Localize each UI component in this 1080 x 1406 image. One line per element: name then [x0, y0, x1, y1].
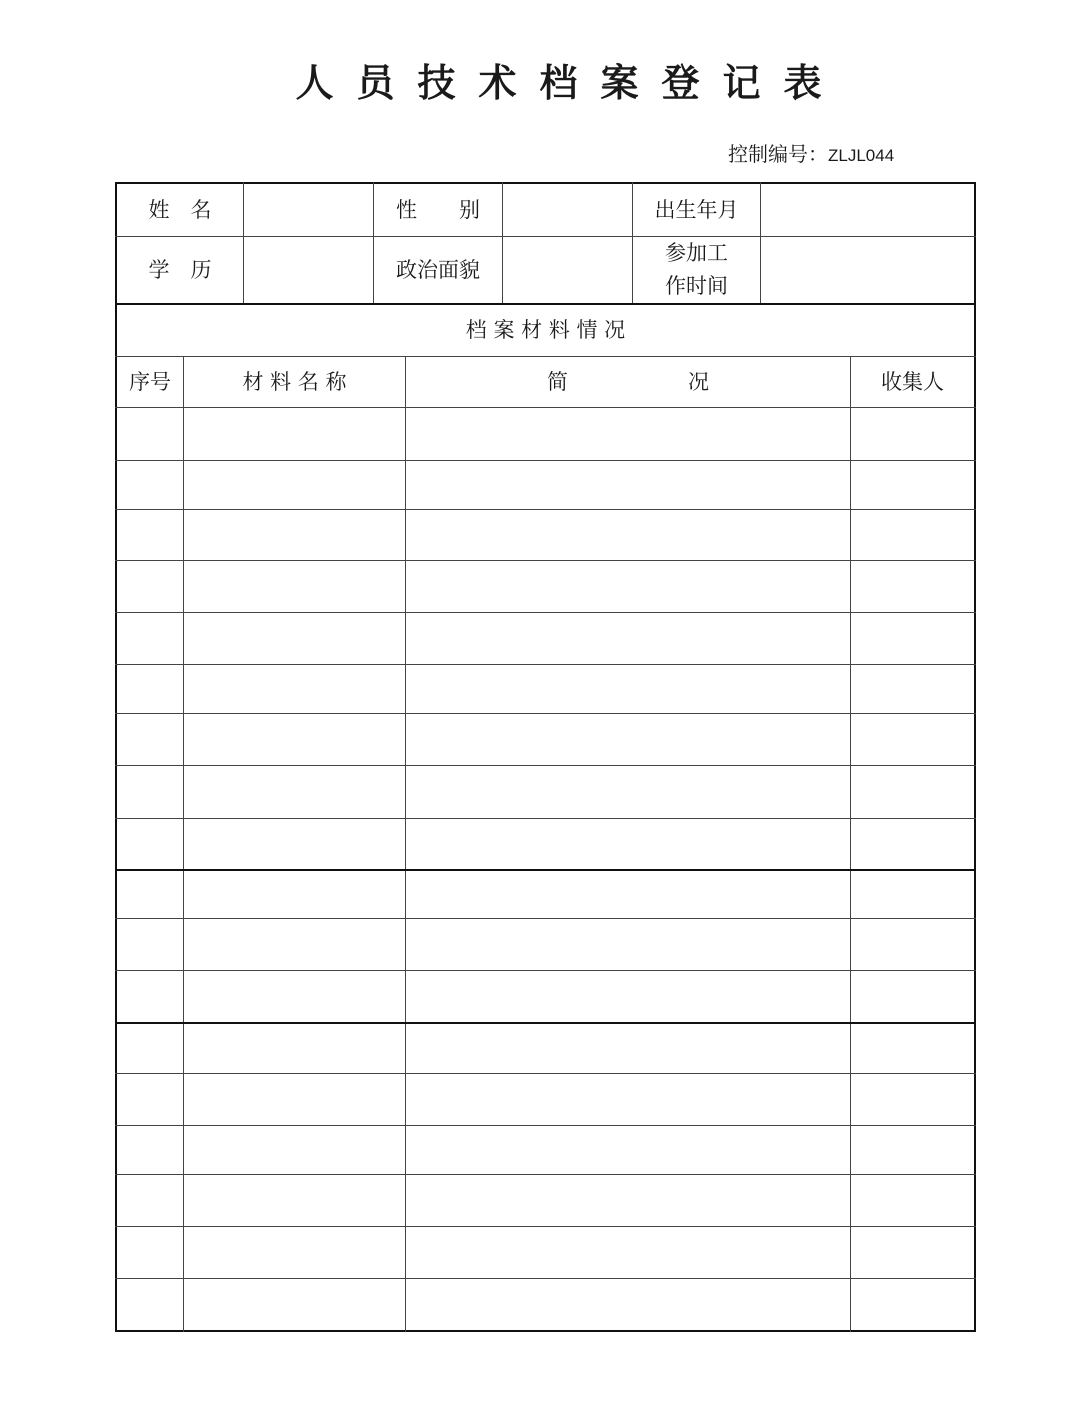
table-row[interactable]	[117, 714, 974, 765]
political-status-field[interactable]	[503, 237, 632, 303]
table-row[interactable]	[117, 1126, 974, 1174]
table-row[interactable]	[117, 408, 974, 460]
table-row[interactable]	[117, 871, 974, 918]
control-number-value: ZLJL044	[828, 146, 895, 165]
table-row[interactable]	[117, 561, 974, 612]
gender-label: 性 别	[396, 197, 480, 222]
birth-date-label: 出生年月	[654, 197, 739, 222]
table-row[interactable]	[117, 1175, 974, 1226]
column-header-collector: 收集人	[881, 369, 944, 394]
name-field[interactable]	[244, 184, 373, 236]
control-number-label: 控制编号：	[728, 142, 828, 166]
table-row[interactable]	[117, 819, 974, 869]
education-label: 学 历	[148, 257, 212, 282]
work-start-field[interactable]	[761, 237, 974, 303]
table-row[interactable]	[117, 919, 974, 970]
birth-date-field[interactable]	[761, 184, 974, 236]
table-row[interactable]	[117, 461, 974, 509]
work-start-label	[633, 237, 760, 303]
table-row[interactable]	[117, 613, 974, 664]
table-row[interactable]	[117, 510, 974, 560]
table-row[interactable]	[117, 1227, 974, 1278]
political-status-label: 政治面貌	[396, 257, 480, 282]
column-header-summary-part2: 况	[688, 369, 709, 394]
form-title: 人员技术档案登记表	[295, 61, 845, 105]
table-row[interactable]	[117, 971, 974, 1022]
column-header-seq: 序号	[129, 369, 171, 394]
table-row[interactable]	[117, 665, 974, 713]
table-row[interactable]	[117, 766, 974, 818]
column-header-summary-part1: 简	[547, 369, 568, 394]
name-label: 姓 名	[148, 197, 212, 222]
work-start-label-line2: 作时间	[665, 274, 728, 298]
gender-field[interactable]	[503, 184, 632, 236]
table-row[interactable]	[117, 1279, 974, 1330]
table-row[interactable]	[117, 1074, 974, 1125]
column-header-summary	[406, 357, 850, 407]
education-field[interactable]	[244, 237, 373, 303]
column-header-material-name: 材 料 名 称	[242, 369, 347, 394]
control-number	[728, 140, 894, 170]
work-start-label-line1: 参加工	[665, 241, 728, 265]
table-row[interactable]	[117, 1024, 974, 1073]
materials-section-heading: 档 案 材 料 情 况	[465, 318, 626, 342]
